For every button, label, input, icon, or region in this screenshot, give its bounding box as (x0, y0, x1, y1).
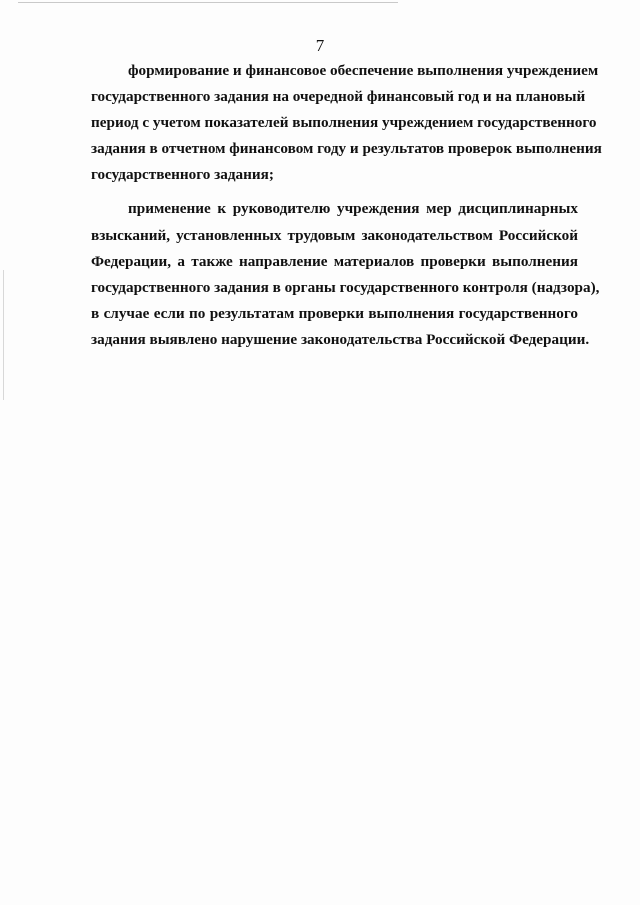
scan-edge-top (18, 2, 398, 3)
paragraph-line: государственного задания в органы государственного контроля (надзора), (91, 278, 600, 296)
paragraph-1 (91, 58, 602, 188)
paragraph-line: государственного задания на очередной финансовый год и на плановый (91, 88, 586, 106)
paragraph-line: взысканий, установленных трудовым законодательством Российской (91, 226, 578, 244)
paragraph-line: государственного задания; (91, 166, 274, 184)
paragraph-line: применение к руководителю учреждения мер дисциплинарных (128, 200, 578, 218)
page-number: 7 (315, 36, 325, 55)
paragraph-line: в случае если по результатам проверки выполнения государственного (91, 304, 578, 322)
paragraph-2 (91, 196, 600, 353)
paragraph-line: задания выявлено нарушение законодательства Российской Федерации. (91, 330, 590, 348)
paragraph-line: Федерации, а также направление материалов проверки выполнения (91, 252, 578, 270)
paragraph-line: задания в отчетном финансовом году и результатов проверок выполнения (91, 140, 602, 158)
scan-edge-left (3, 270, 4, 400)
paragraph-line: период с учетом показателей выполнения учреждением государственного (91, 114, 597, 132)
paragraph-line: формирование и финансовое обеспечение выполнения учреждением (128, 62, 599, 79)
document-body (91, 58, 602, 353)
